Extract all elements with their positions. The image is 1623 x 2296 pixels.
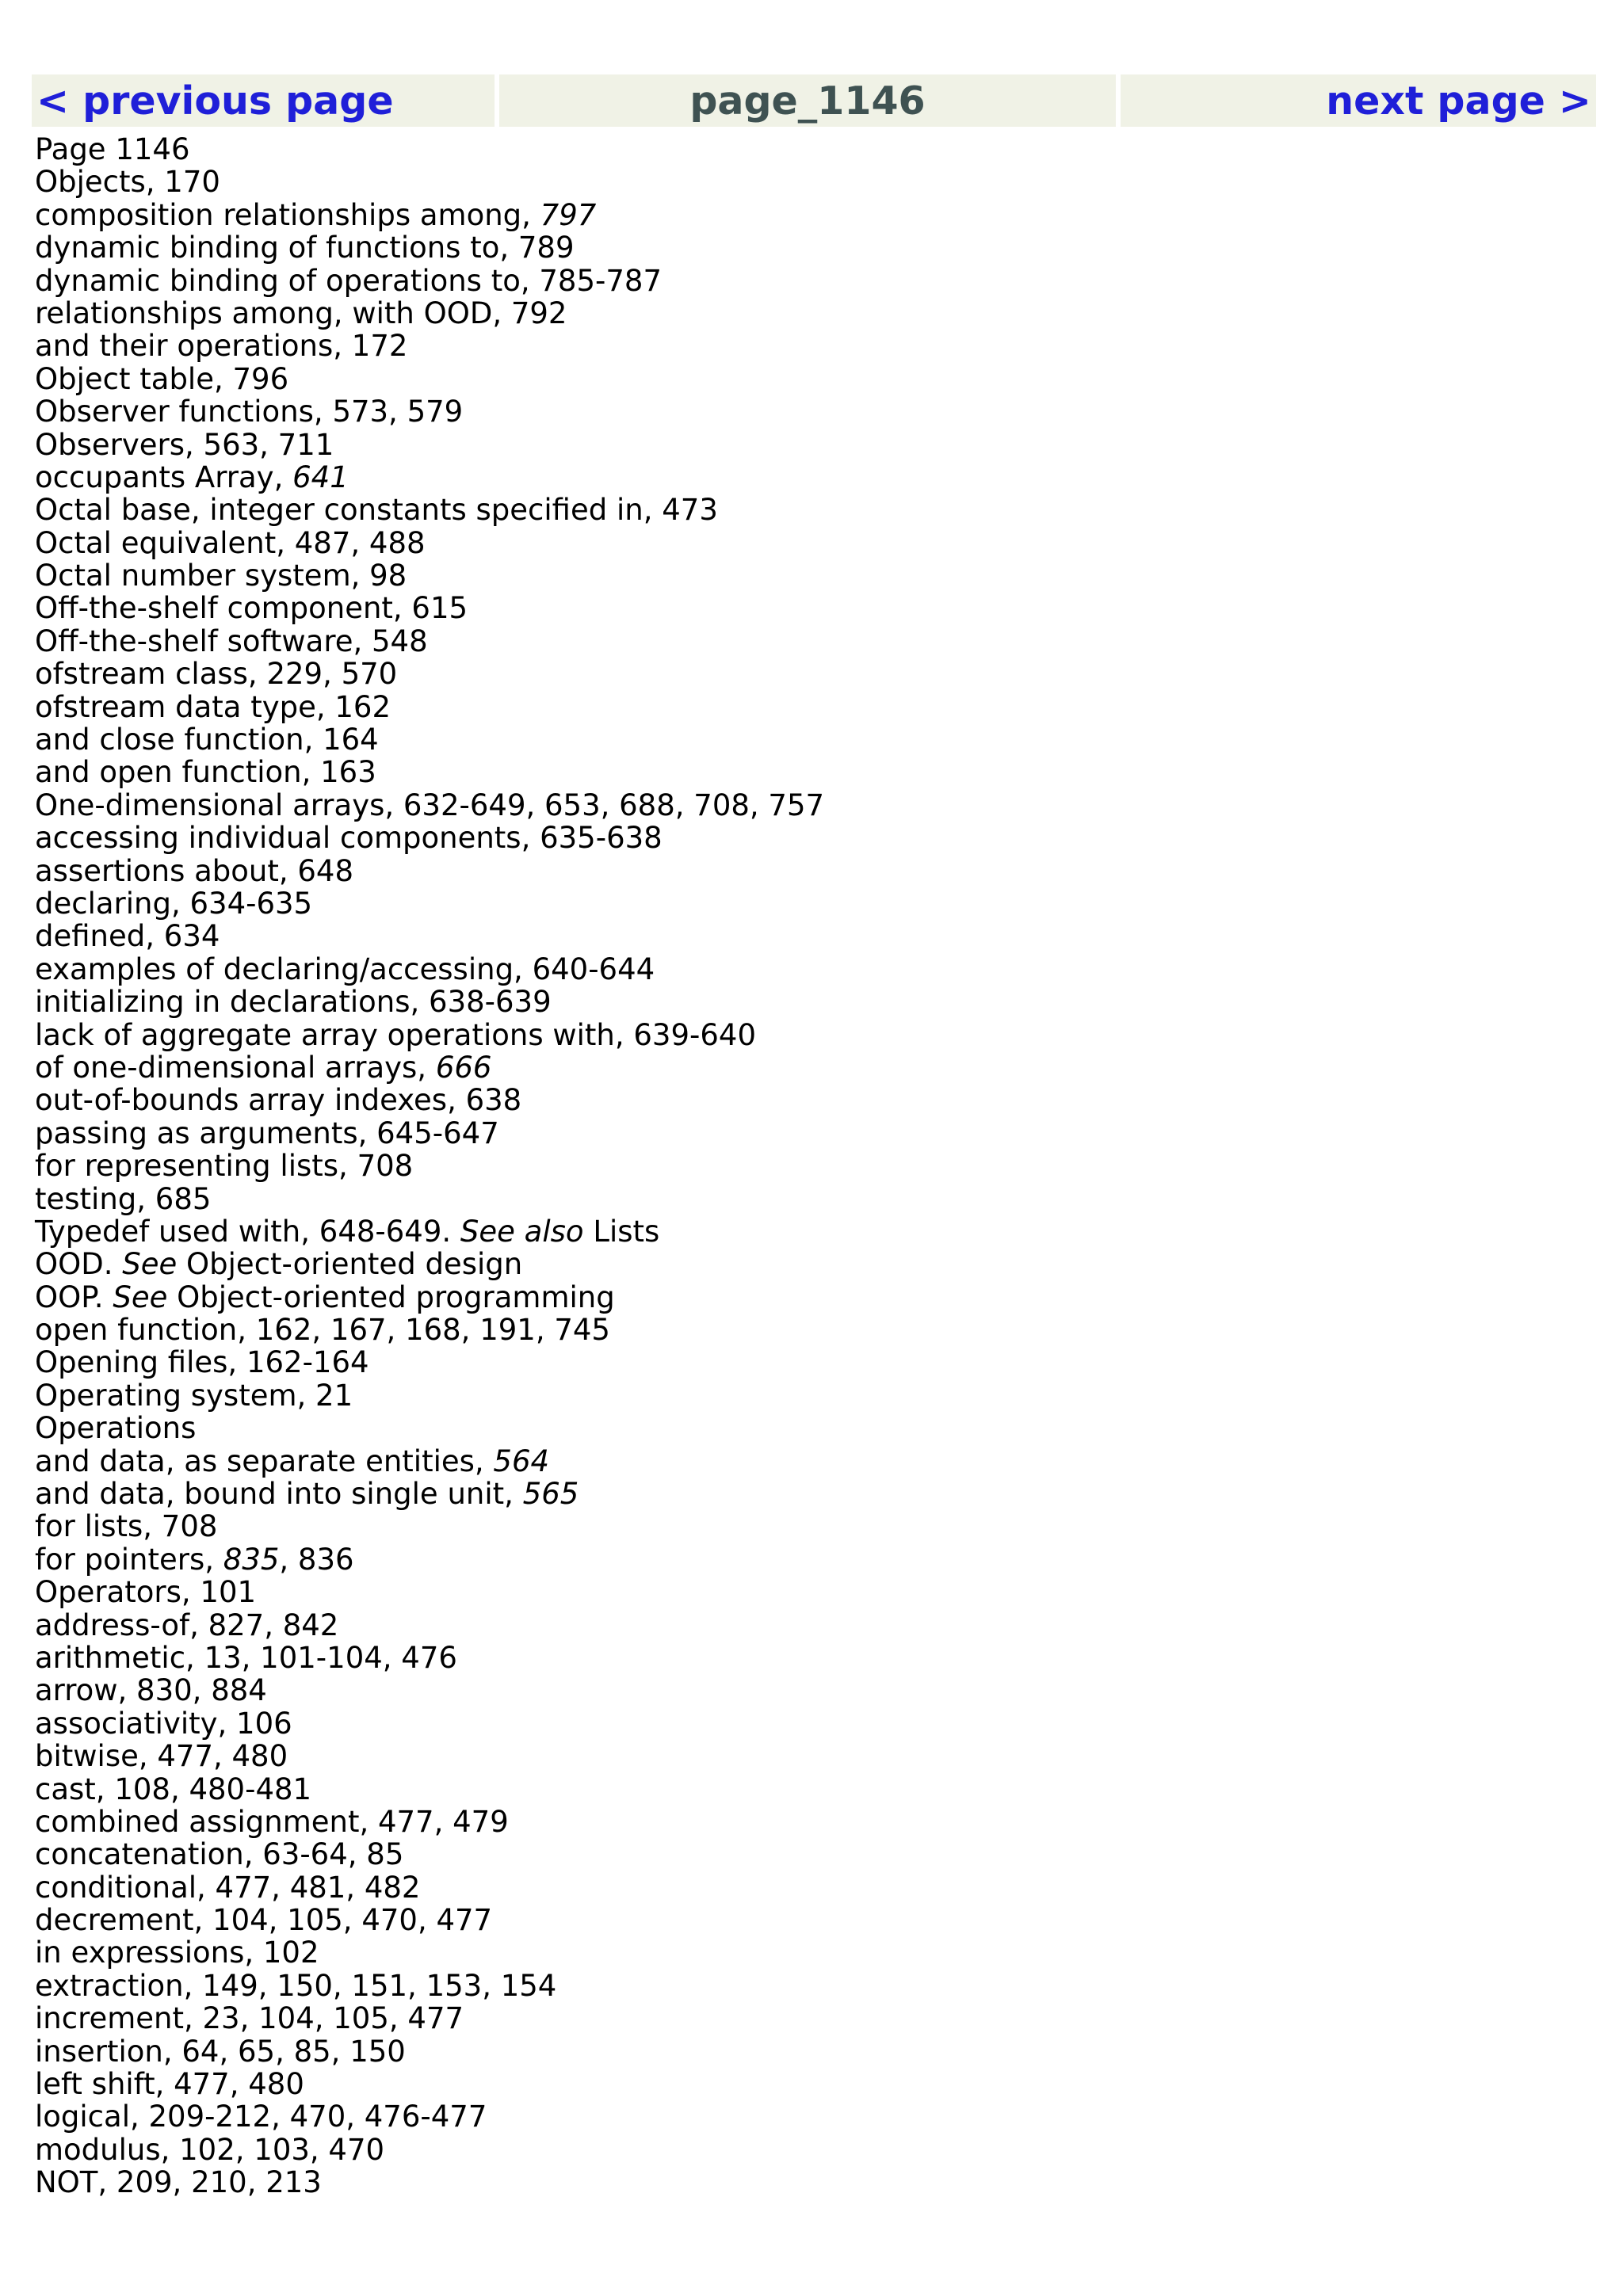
index-entry	[35, 461, 1588, 494]
index-entry-text: increment, 23, 104, 105, 477	[35, 2001, 464, 2036]
index-entry	[35, 2002, 1588, 2035]
index-entry	[35, 2166, 1588, 2199]
index-entry	[35, 1674, 1588, 1707]
previous-page-link[interactable]: < previous page	[32, 74, 495, 127]
index-entry	[35, 1183, 1588, 1215]
index-entry-italic-text: 564	[493, 1444, 550, 1478]
index-entry-text: and their operations, 172	[35, 329, 408, 364]
index-entry-italic-text: 565	[522, 1477, 579, 1512]
index-entry-text: Operators, 101	[35, 1575, 257, 1610]
index-entry-text: associativity, 106	[35, 1706, 292, 1741]
index-entry	[35, 1117, 1588, 1150]
index-entry-text: dynamic binding of functions to, 789	[35, 231, 575, 265]
index-entry	[35, 166, 1588, 198]
index-entry-text: Objects, 170	[35, 165, 220, 200]
index-entry	[35, 1871, 1588, 1904]
index-entry-italic-text: 641	[292, 460, 349, 494]
index-entry	[35, 527, 1588, 559]
index-entry	[35, 822, 1588, 854]
index-entry-text: Octal base, integer constants specified in, 473	[35, 493, 718, 528]
index-entry-text: Octal number system, 98	[35, 559, 407, 593]
index-entry	[35, 265, 1588, 297]
index-entry-text: and close function, 164	[35, 723, 379, 757]
index-entry	[35, 1806, 1588, 1838]
index-entry	[35, 953, 1588, 986]
index-entry-text: conditional, 477, 481, 482	[35, 1870, 421, 1905]
index-entry-text: assertions about, 648	[35, 853, 354, 888]
index-entry-text: relationships among, with OOD, 792	[35, 296, 567, 330]
index-entry	[35, 2134, 1588, 2166]
index-entry	[35, 920, 1588, 952]
index-entry-text: address-of, 827, 842	[35, 1608, 339, 1642]
index-entry-text: insertion, 64, 65, 85, 150	[35, 2034, 406, 2069]
index-entry-text: concatenation, 63-64, 85	[35, 1837, 404, 1872]
index-entry	[35, 1642, 1588, 1674]
index-entry-text: defined, 634	[35, 919, 220, 954]
index-entry	[35, 1150, 1588, 1182]
index-entry-text: Off-the-shelf software, 548	[35, 624, 428, 658]
index-entry	[35, 625, 1588, 658]
index-entry-text: Object-oriented design	[177, 1247, 523, 1282]
index-entry	[35, 1936, 1588, 1969]
index-entry	[35, 986, 1588, 1018]
index-entry	[35, 887, 1588, 920]
index-entry	[35, 1609, 1588, 1642]
index-entry	[35, 1970, 1588, 2002]
index-entry-text: Typedef used with, 648-649.	[35, 1214, 460, 1249]
index-entry-text: NOT, 209, 210, 213	[35, 2165, 322, 2200]
index-entry	[35, 1838, 1588, 1871]
index-entry-text: modulus, 102, 103, 470	[35, 2132, 385, 2167]
index-entry-italic-text: 797	[540, 197, 597, 232]
index-entry	[35, 231, 1588, 264]
index-entry	[35, 1707, 1588, 1740]
index-entry-list	[35, 133, 1588, 2199]
index-entry-italic-text: 835	[223, 1542, 280, 1577]
index-entry	[35, 429, 1588, 461]
index-entry-text: out-of-bounds array indexes, 638	[35, 1083, 522, 1118]
page-number-label	[35, 133, 1588, 166]
index-entry	[35, 559, 1588, 592]
index-entry-text: dynamic binding of operations to, 785-787	[35, 263, 662, 298]
index-entry-italic-text: See	[122, 1247, 178, 1282]
index-entry	[35, 1478, 1588, 1510]
index-entry-text: Page 1146	[35, 132, 190, 166]
index-entry	[35, 1051, 1588, 1084]
index-entry-text: Operations	[35, 1411, 197, 1446]
index-entry-text: decrement, 104, 105, 470, 477	[35, 1903, 493, 1938]
index-entry-text: passing as arguments, 645-647	[35, 1116, 499, 1150]
index-entry-text: for representing lists, 708	[35, 1149, 414, 1184]
index-entry	[35, 1510, 1588, 1543]
index-entry	[35, 1412, 1588, 1444]
index-entry-text: Observer functions, 573, 579	[35, 395, 464, 429]
index-entry-text: bitwise, 477, 480	[35, 1739, 288, 1774]
page-navigation-bar	[32, 74, 1596, 127]
index-entry-text: for pointers,	[35, 1542, 223, 1577]
index-entry	[35, 494, 1588, 526]
index-entry-text: ofstream data type, 162	[35, 689, 391, 724]
index-entry	[35, 658, 1588, 690]
index-entry	[35, 756, 1588, 788]
index-entry-text: composition relationships among,	[35, 197, 540, 232]
index-entry	[35, 1904, 1588, 1936]
index-entry-text: arrow, 830, 884	[35, 1673, 267, 1708]
index-entry-italic-text: See also	[460, 1214, 584, 1249]
index-entry	[35, 1379, 1588, 1412]
index-entry-text: open function, 162, 167, 168, 191, 745	[35, 1313, 610, 1348]
index-entry	[35, 297, 1588, 330]
index-entry	[35, 723, 1588, 756]
index-entry-text: arithmetic, 13, 101-104, 476	[35, 1640, 457, 1675]
index-entry	[35, 1740, 1588, 1772]
index-entry	[35, 2068, 1588, 2100]
index-entry	[35, 1445, 1588, 1478]
index-entry-text: Object table, 796	[35, 361, 289, 396]
index-entry-italic-text: See	[113, 1280, 168, 1314]
index-entry-text: ofstream class, 229, 570	[35, 657, 398, 692]
index-entry-text: and open function, 163	[35, 755, 376, 790]
index-entry-text: examples of declaring/accessing, 640-644	[35, 952, 655, 986]
index-entry-text: Lists	[583, 1214, 660, 1249]
index-entry	[35, 395, 1588, 428]
index-entry-text: Observers, 563, 711	[35, 427, 334, 462]
index-entry	[35, 1543, 1588, 1576]
index-entry	[35, 1084, 1588, 1116]
index-entry	[35, 789, 1588, 822]
index-entry-text: OOD.	[35, 1247, 123, 1282]
index-entry-text: lack of aggregate array operations with, 639-640	[35, 1017, 756, 1052]
index-entry-text: accessing individual components, 635-638	[35, 821, 663, 856]
index-entry-text: Octal equivalent, 487, 488	[35, 525, 426, 560]
index-entry	[35, 855, 1588, 887]
index-entry-text: and data, bound into single unit,	[35, 1477, 523, 1512]
index-entry	[35, 1019, 1588, 1051]
index-entry-text: initializing in declarations, 638-639	[35, 985, 552, 1020]
index-entry-text: and data, as separate entities,	[35, 1444, 494, 1478]
index-entry	[35, 1215, 1588, 1248]
index-entry	[35, 2035, 1588, 2068]
index-entry	[35, 1576, 1588, 1608]
index-entry-text: Operating system, 21	[35, 1378, 353, 1413]
index-entry-text: , 836	[279, 1542, 354, 1577]
index-entry-text: in expressions, 102	[35, 1936, 319, 1970]
index-entry	[35, 592, 1588, 624]
index-entry	[35, 1773, 1588, 1806]
index-entry	[35, 199, 1588, 231]
index-entry	[35, 1314, 1588, 1346]
index-entry	[35, 330, 1588, 362]
index-entry-text: cast, 108, 480-481	[35, 1772, 312, 1806]
index-entry	[35, 691, 1588, 723]
index-entry	[35, 2100, 1588, 2133]
index-entry-text: Object-oriented programming	[167, 1280, 615, 1314]
index-entry-text: Off-the-shelf component, 615	[35, 591, 468, 626]
index-entry	[35, 1281, 1588, 1314]
index-entry-text: testing, 685	[35, 1181, 212, 1216]
index-entry-italic-text: 666	[435, 1050, 492, 1085]
index-entry-text: One-dimensional arrays, 632-649, 653, 688, 708, 757	[35, 788, 825, 822]
index-entry	[35, 1248, 1588, 1280]
index-entry-text: for lists, 708	[35, 1509, 218, 1544]
page-title: page_1146	[499, 74, 1116, 127]
index-entry-text: extraction, 149, 150, 151, 153, 154	[35, 1968, 557, 2003]
index-entry-text: of one-dimensional arrays,	[35, 1050, 436, 1085]
index-entry-text: combined assignment, 477, 479	[35, 1804, 509, 1839]
index-entry-text: occupants Array,	[35, 460, 293, 494]
index-entry-text: declaring, 634-635	[35, 886, 313, 921]
index-entry-text: left shift, 477, 480	[35, 2067, 304, 2102]
index-entry-text: OOP.	[35, 1280, 113, 1314]
index-entry	[35, 363, 1588, 395]
index-entry-text: Opening files, 162-164	[35, 1345, 369, 1380]
index-entry-text: logical, 209-212, 470, 476-477	[35, 2100, 487, 2134]
index-entry	[35, 1346, 1588, 1379]
next-page-link[interactable]: next page >	[1121, 74, 1596, 127]
